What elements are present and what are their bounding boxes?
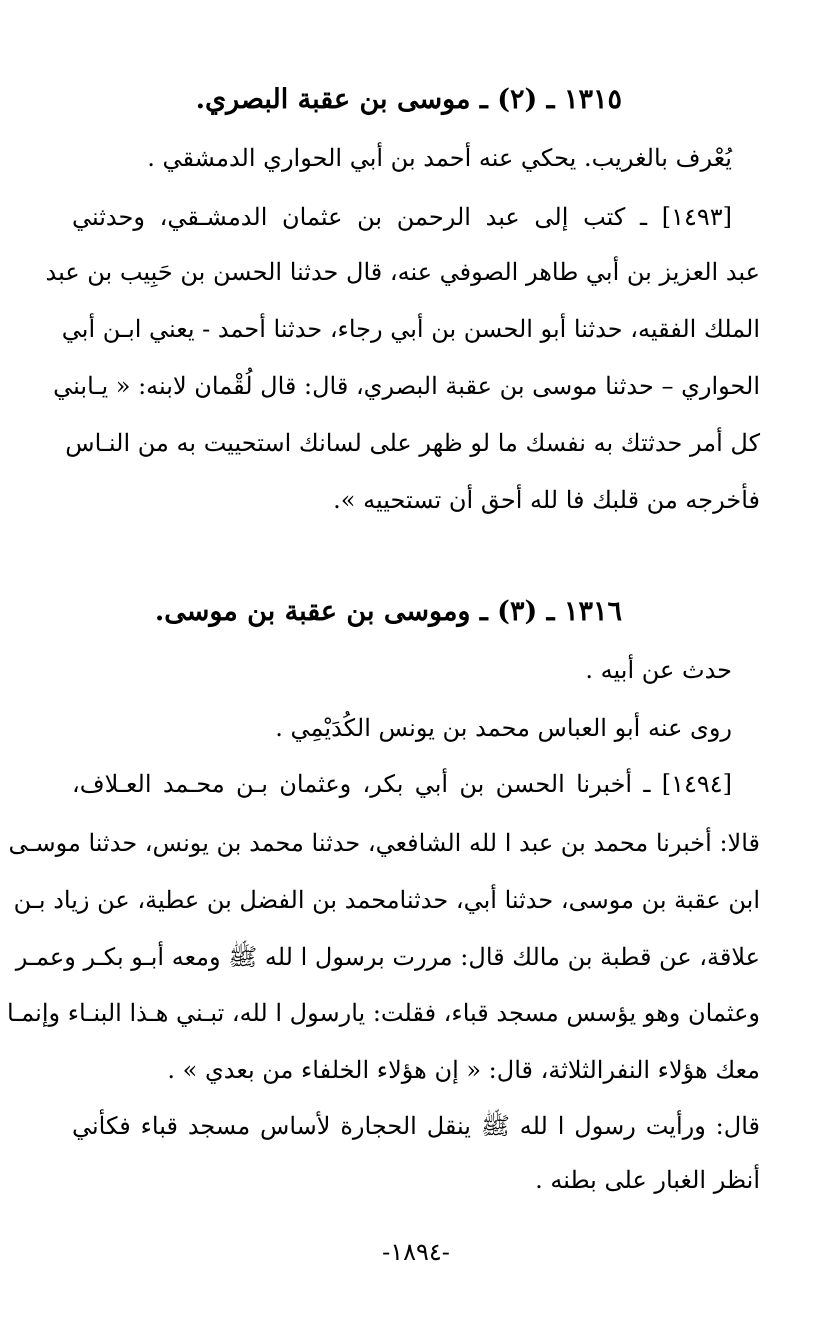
entry-text-line: معك هؤلاء النفرالثلاثة، قال: « إن هؤلاء الخلفاء من بعدي » . (167, 1056, 760, 1084)
entry-text-line: علاقة، عن قطبة بن مالك قال: مررت برسول ا لله ﷺ ومعه أبـو بكـر وعمـر (15, 943, 760, 971)
entry-text-line: الملك الفقيه، حدثنا أبو الحسن بن أبي رجاء، حدثنا أحمد - يعني ابـن أبي (61, 315, 760, 343)
entry-title: ١٣١٥ ـ (٢) ـ موسى بن عقبة البصري. (195, 84, 622, 115)
page-number: -١٨٩٤- (382, 1238, 450, 1266)
entry-text-line: فأخرجه من قلبك فا لله أحق أن تستحييه ». (333, 486, 760, 514)
entry-text-line: قال: ورأيت رسول ا لله ﷺ ينقل الحجارة لأساس مسجد قباء فكأني (72, 1112, 760, 1140)
entry-text-line: [١٤٩٣] ـ كتب إلى عبد الرحمن بن عثمان الدمشـقي، وحدثني (72, 203, 732, 231)
entry-text-line: ابن عقبة بن موسى، حدثنا أبي، حدثنامحمد بن الفضل بن عطية، عن زياد بـن (13, 886, 760, 914)
entry-text-line: يُعْرف بالغريب. يحكي عنه أحمد بن أبي الحواري الدمشقي . (147, 144, 732, 172)
entry-text-line: الحواري – حدثنا موسى بن عقبة البصري، قال: قال لُقْمان لابنه: « يـابني (53, 372, 760, 400)
entry-text-line: [١٤٩٤] ـ أخبرنا الحسن بن أبي بكر، وعثمان بـن محـمد العـلاف، (72, 770, 732, 798)
entry-text-line: كل أمر حدثتك به نفسك ما لو ظهر على لسانك استحييت به من النـاس (65, 429, 760, 457)
entry-text-line: أنظر الغبار على بطنه . (535, 1166, 760, 1194)
entry-title: ١٣١٦ ـ (٣) ـ وموسى بن عقبة بن موسى. (154, 596, 622, 627)
entry-text-line: روى عنه أبو العباس محمد بن يونس الكُدَيْمِي . (275, 714, 732, 742)
entry-text-line: حدث عن أبيه . (585, 656, 732, 684)
entry-text-line: عبد العزيز بن أبي طاهر الصوفي عنه، قال حدثنا الحسن بن حَبِيب بن عبد (45, 258, 760, 286)
entry-text-line: وعثمان وهو يؤسس مسجد قباء، فقلت: يارسول ا لله، تبـني هـذا البنـاء وإنمـا (6, 999, 760, 1027)
entry-text-line: قالا: أخبرنا محمد بن عبد ا لله الشافعي، حدثنا محمد بن يونس، حدثنا موسـى (8, 829, 760, 857)
